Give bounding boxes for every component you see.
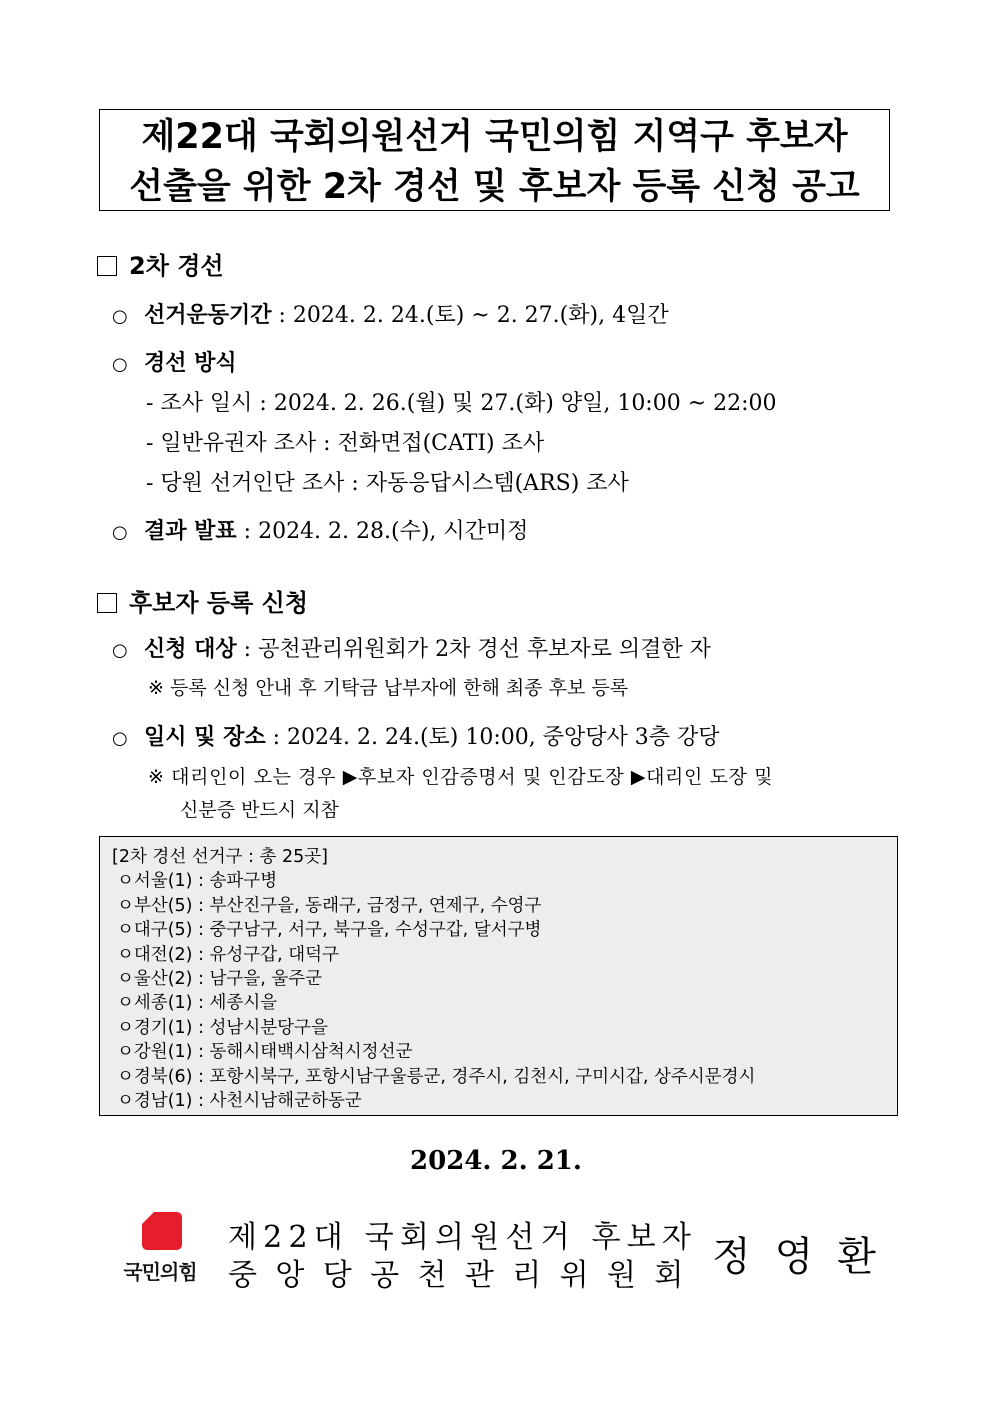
district-row: ㅇ서울(1) : 송파구병 (117, 871, 278, 892)
method-sub-item: - 조사 일시 : 2024. 2. 26.(월) 및 27.(화) 양일, 10:00 ~ 22:00 (146, 391, 777, 416)
district-row: ㅇ세종(1) : 세종시을 (117, 993, 278, 1014)
circle-bullet-icon: ○ (112, 522, 128, 543)
circle-bullet-icon: ○ (112, 354, 128, 375)
campaign-period-label: 선거운동기간 (144, 302, 272, 328)
result-value: : 2024. 2. 28.(수), 시간미정 (236, 519, 529, 544)
district-row: ㅇ경남(1) : 사천시남해군하동군 (117, 1091, 362, 1112)
method-sub-item: - 당원 선거인단 조사 : 자동응답시스템(ARS) 조사 (146, 471, 629, 496)
runoff-method-label: 경선 방식 (144, 350, 237, 376)
date-place-label: 일시 및 장소 (144, 724, 266, 750)
notice-title-line1: 제22대 국회의원선거 국민의힘 지역구 후보자 (141, 117, 848, 157)
proxy-note-line1: ※ 대리인이 오는 경우 ▶후보자 인감증명서 및 인감도장 ▶대리인 도장 및 (148, 766, 774, 788)
registration-note: ※ 등록 신청 안내 후 기탁금 납부자에 한해 최종 후보 등록 (148, 677, 629, 699)
application-target-item (112, 632, 711, 663)
section-heading-registration-label: 후보자 등록 신청 (129, 589, 308, 617)
section-heading-runoff (97, 246, 224, 281)
circle-bullet-icon: ○ (112, 640, 128, 661)
proxy-note-line2: 신분증 반드시 지참 (180, 799, 339, 821)
district-row: ㅇ대구(5) : 중구남구, 서구, 북구을, 수성구갑, 달서구병 (117, 920, 542, 941)
circle-bullet-icon: ○ (112, 728, 128, 749)
chairman-name: 정영환 (712, 1234, 900, 1280)
result-label: 결과 발표 (144, 518, 237, 544)
campaign-period-value: : 2024. 2. 24.(토) ~ 2. 27.(화), 4일간 (271, 303, 669, 328)
district-row: ㅇ대전(2) : 유성구갑, 대덕구 (117, 944, 339, 965)
party-logo-mark-icon (142, 1212, 182, 1250)
notice-date: 2024. 2. 21. (410, 1146, 582, 1176)
result-announcement-item (112, 514, 528, 545)
party-logo (112, 1212, 208, 1288)
committee-line2: 중앙당공천관리위원회 (228, 1258, 702, 1293)
district-row: ㅇ강원(1) : 동해시태백시삼척시정선군 (117, 1042, 413, 1063)
district-list-header: [2차 경선 선거구 : 총 25곳] (112, 847, 329, 867)
district-row: ㅇ부산(5) : 부산진구을, 동래구, 금정구, 연제구, 수영구 (117, 895, 542, 916)
method-sub-item: - 일반유권자 조사 : 전화면접(CATI) 조사 (146, 431, 545, 456)
section-heading-runoff-label: 2차 경선 (129, 252, 224, 280)
square-icon (97, 593, 117, 613)
square-icon (97, 256, 117, 276)
date-place-value: : 2024. 2. 24.(토) 10:00, 중앙당사 3층 강당 (265, 725, 720, 750)
party-logo-text: 국민의힘 (123, 1260, 197, 1284)
district-row: ㅇ경북(6) : 포항시북구, 포항시남구울릉군, 경주시, 김천시, 구미시갑, 상주시문경시 (117, 1066, 756, 1087)
notice-title-line2: 선출을 위한 2차 경선 및 후보자 등록 신청 공고 (129, 167, 860, 207)
date-place-item (112, 720, 719, 751)
application-target-value: : 공천관리위원회가 2차 경선 후보자로 의결한 자 (236, 637, 711, 662)
campaign-period-item (112, 298, 669, 329)
runoff-method-item (112, 346, 237, 377)
committee-line1: 제22대 국회의원선거 후보자 (228, 1220, 698, 1255)
section-heading-registration (97, 583, 308, 618)
application-target-label: 신청 대상 (144, 636, 237, 662)
district-row: ㅇ울산(2) : 남구을, 울주군 (117, 969, 323, 990)
circle-bullet-icon: ○ (112, 306, 128, 327)
notice-title-box (99, 109, 890, 211)
district-row: ㅇ경기(1) : 성남시분당구을 (117, 1017, 328, 1038)
district-list-box (99, 836, 898, 1116)
